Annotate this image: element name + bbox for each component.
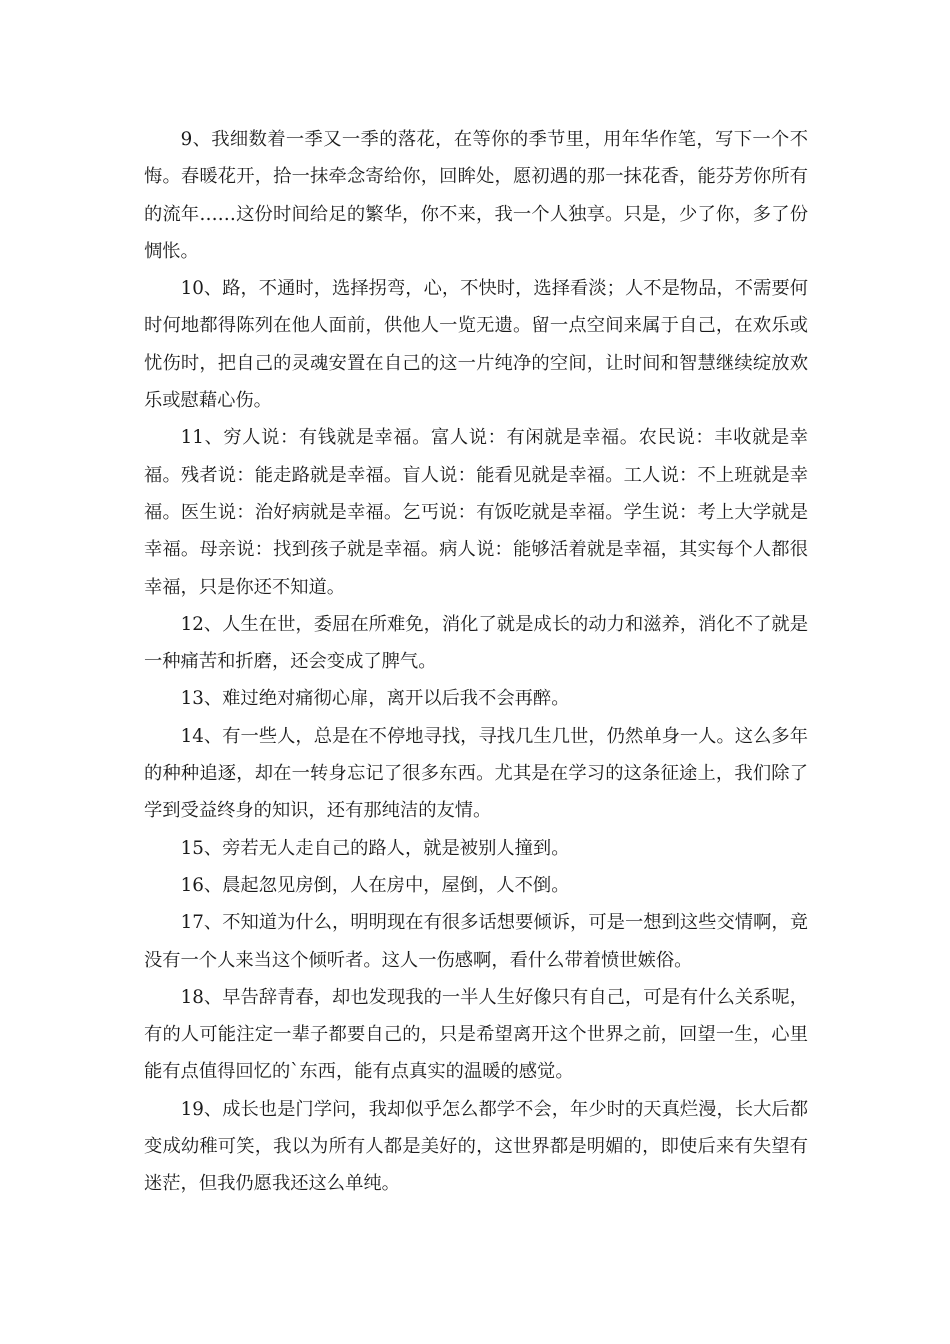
- paragraph-17: 17、不知道为什么，明明现在有很多话想要倾诉，可是一想到这些交情啊，竟没有一个人来当这个倾听者。这人一伤感啊，看什么带着愤世嫉俗。: [144, 912, 808, 971]
- paragraph-11: 11、穷人说：有钱就是幸福。富人说：有闲就是幸福。农民说：丰收就是幸福。残者说：能走路就是幸福。盲人说：能看见就是幸福。工人说：不上班就是幸福。医生说：治好病就是幸福。乞丐说：有饭吃就是幸福。学生说：考上大学就是幸福。母亲说：找到孩子就是幸福。病人说：能够活着就是幸福，其实每个人都很幸福，只是你还不知道。: [144, 427, 808, 598]
- paragraph-14: 14、有一些人，总是在不停地寻找，寻找几生几世，仍然单身一人。这么多年的种种追逐，却在一转身忘记了很多东西。尤其是在学习的这条征途上，我们除了学到受益终身的知识，还有那纯洁的友情。: [144, 725, 808, 822]
- paragraph-10: 10、路，不通时，选择拐弯，心，不快时，选择看淡；人不是物品，不需要何时何地都得陈列在他人面前，供他人一览无遗。留一点空间来属于自己，在欢乐或忧伤时，把自己的灵魂安置在自己的这一片纯净的空间，让时间和智慧继续绽放欢乐或慰藉心伤。: [144, 278, 808, 412]
- paragraph-13: 13、难过绝对痛彻心扉，离开以后我不会再醉。: [180, 688, 570, 710]
- paragraph-12: 12、人生在世，委屈在所难免，消化了就是成长的动力和滋养，消化不了就是一种痛苦和折磨，还会变成了脾气。: [144, 613, 808, 673]
- paragraph-18: 18、早告辞青春，却也发现我的一半人生好像只有自己，可是有什么关系呢，有的人可能注定一辈子都要自己的，只是希望离开这个世界之前，回望一生，心里能有点值得回忆的`东西，能有点真实的温暖的感觉。: [144, 986, 808, 1083]
- document-body: [144, 121, 808, 1203]
- paragraph-19: 19、成长也是门学问，我却似乎怎么都学不会，年少时的天真烂漫，长大后都变成幼稚可笑，我以为所有人都是美好的，这世界都是明媚的，即使后来有失望有迷茫，但我仍愿我还这么单纯。: [144, 1098, 808, 1195]
- paragraph-9: 9、我细数着一季又一季的落花，在等你的季节里，用年华作笔，写下一个不悔。春暖花开，拾一抹牵念寄给你，回眸处，愿初遇的那一抹花香，能芬芳你所有的流年……这份时间给足的繁华，你不来，我一个人独享。只是，少了你，多了份惆怅。: [144, 129, 808, 262]
- paragraph-15: 15、旁若无人走自己的路人，就是被别人撞到。: [180, 837, 570, 859]
- paragraph-16: 16、晨起忽见房倒，人在房中，屋倒，人不倒。: [180, 874, 570, 896]
